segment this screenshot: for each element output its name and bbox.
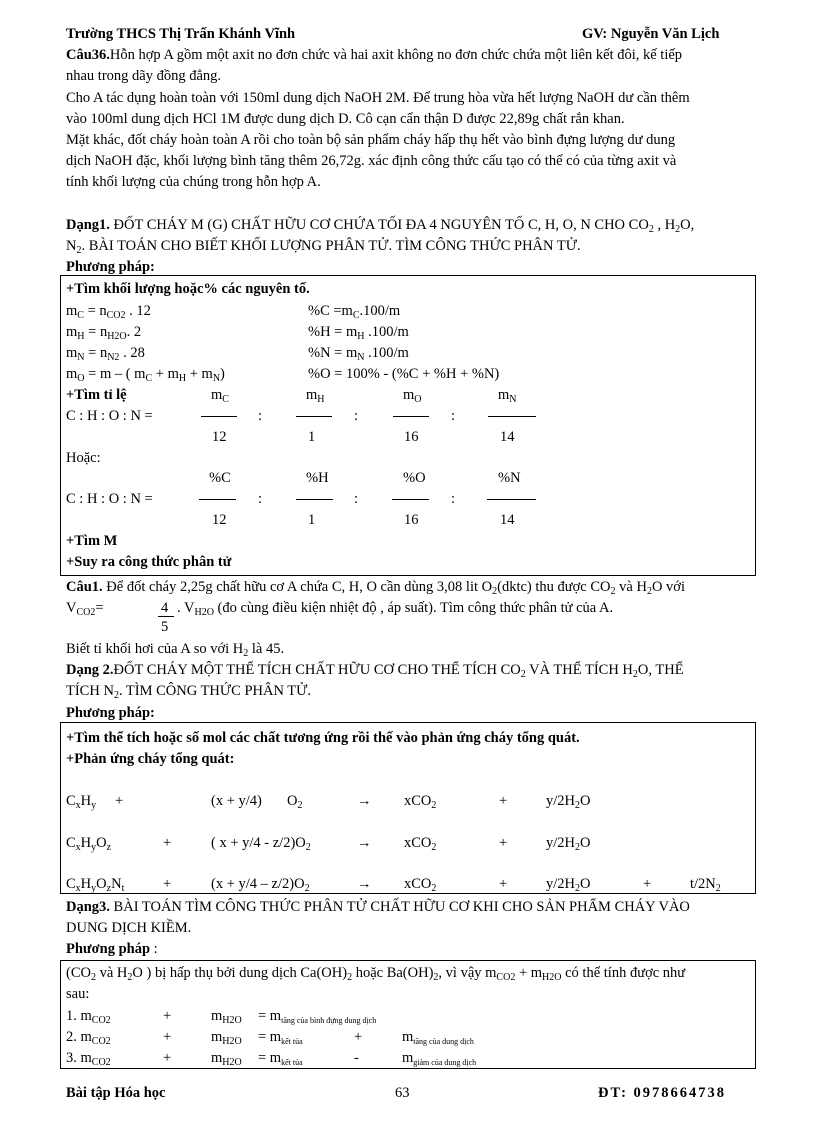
formula-pct-h: $\%H = m_H$ .100/m [308,324,409,342]
ratio2-num-o: %O [403,470,426,486]
ratio1-den-c: 12 [212,429,227,445]
reaction3-reactant: $C_xH_yO_zN_t$ [66,876,125,894]
ratio1-num-c: $m_C$ [211,387,229,405]
case3-mh2o: $m_{H2O}$ [211,1050,242,1068]
ratio2-num-c: %C [209,470,231,486]
ratio2-num-h: %H [306,470,329,486]
dang1-method: Phương pháp: [66,259,155,275]
ratio1-den-h: 1 [308,429,316,445]
dang2-heading-line1: Dạng 2.ĐỐT CHÁY MỘT THỂ TÍCH CHẤT HỮU CƠ CHO THỂ TÍCH $CO_2$ VÀ THỂ TÍCH $H_2O$, THỂ [66,662,684,680]
header-school: Trường THCS Thị Trấn Khánh Vĩnh [66,26,296,42]
ratio1-colon: : [354,408,359,424]
dang2-method: Phương pháp: [66,705,155,721]
formula-mc: $m_C = n_{CO2}$ . 12 [66,303,151,321]
ratio1-colon: : [451,408,456,424]
formula-pct-n: $\%N = m_N$ .100/m [308,345,409,363]
deduce-formula: +Suy ra công thức phân tử [66,554,232,570]
dang3-heading-line2: DUNG DỊCH KIỀM. [66,920,192,936]
reaction2-reactant: $C_xH_yO_z$ [66,835,112,853]
reaction1-h2o: $y/2H_2O$ [546,793,591,811]
ratio1-bar-c [201,416,237,417]
reaction1-reactant: $C_xH_y$ [66,793,97,811]
cau1-v-co2: $V_{CO2}=$ [66,600,104,618]
reaction2-arrow: → [357,835,372,851]
ratio1-label: C : H : O : N = [66,408,153,424]
ratio2-colon: : [258,491,263,507]
cau1-line1: Câu1. Để đốt cháy 2,25g chất hữu cơ A chứa C, H, O cần dùng 3,08 lit $O_2(dktc)$ thu được $CO_2$ và $H_2O$ với [66,579,685,597]
cau36-line7: tính khối lượng của chúng trong hỗn hợp A. [66,174,321,190]
formula-pct-o: %O = 100% - (%C + %H + %N) [308,366,500,382]
dang2-heading-line2: TÍCH $N_2$. TÌM CÔNG THỨC PHÂN TỬ. [66,683,312,701]
case1-plus: + [163,1008,172,1024]
reaction3-n2: $t/2N_2$ [690,876,721,894]
dang1-box-title: +Tìm khối lượng hoặc% các nguyên tố. [66,281,310,297]
dang2-box-line2: +Phản ứng cháy tổng quát: [66,751,235,767]
footer-page-number: 63 [395,1085,410,1101]
cau1-frac-num: 4 [161,600,169,616]
ratio2-den-c: 12 [212,512,227,528]
ratio2-label: C : H : O : N = [66,491,153,507]
cau36-line2: nhau trong dãy đồng đẳng. [66,68,222,84]
reaction2-h2o: $y/2H_2O$ [546,835,591,853]
dang3-heading-line1: Dạng3. BÀI TOÁN TÌM CÔNG THỨC PHÂN TỬ CHẤT HỮU CƠ KHI CHO SẢN PHẨM CHÁY VÀO [66,899,690,915]
or-label: Hoặc: [66,450,101,466]
reaction2-o2: ( $x + y/4 - z/2)O_2$ [211,835,311,853]
cau36-line5: Mặt khác, đốt cháy hoàn toàn A rồi cho toàn bộ sản phẩm cháy hấp thụ hết vào bình đựng lượng dư dung [66,132,676,148]
dang2-box-line1: +Tìm thể tích hoặc số mol các chất tương ứng rồi thế vào phản ứng cháy tổng quát. [66,730,580,746]
ratio2-colon: : [451,491,456,507]
case3-mco2: 3. $m_{CO2}$ [66,1050,111,1068]
ratio2-bar-n [487,499,536,500]
cau36-line6: dịch NaOH đặc, khối lượng bình tăng thêm 26,72g. xác định công thức cấu tạo có thể có của từng axit và [66,153,677,169]
reaction1-plus: + [115,793,124,809]
reaction1-coef: (x + y/4) [211,793,262,809]
ratio1-bar-n [488,416,536,417]
dang3-method: Phương pháp : [66,941,158,957]
dang3-box-line2: sau: [66,986,90,1002]
cau36-line4: vào 100ml dung dịch HCl 1M được dung dịch D. Cô cạn cẩn thận D được 22,89g chất rắn khan. [66,111,625,127]
formula-pct-c: $\%C =m_C.100/m$ [308,303,401,321]
reaction3-plus3: + [643,876,652,892]
case3-result: $m_{giảm của dung dịch}$ [402,1050,477,1067]
dang1-heading-line2: $N_2$. BÀI TOÁN CHO BIẾT KHỐI LƯỢNG PHÂN TỬ. TÌM CÔNG THỨC PHÂN TỬ. [66,238,581,256]
header-teacher: GV: Nguyễn Văn Lịch [582,26,720,42]
reaction1-plus2: + [499,793,508,809]
ratio2-bar-c [199,499,236,500]
case2-result: $m_{tăng của dung dịch}$ [402,1029,474,1046]
cau1-frac-bar [158,616,174,617]
case3-ket-tua: = $m_{kết tủa}$ [258,1050,303,1067]
case3-plus: + [163,1050,172,1066]
footer-phone: ĐT: 0978664738 [598,1085,727,1101]
case1-mco2: 1. $m_{CO2}$ [66,1008,111,1026]
ratio2-den-n: 14 [500,512,515,528]
reaction1-o2: $O_2$ [287,793,303,811]
reaction3-plus2: + [499,876,508,892]
ratio-title: +Tìm tỉ lệ [66,387,127,403]
reaction3-h2o: $y/2H_2O$ [546,876,591,894]
dang1-heading-line1: Dạng1. ĐỐT CHÁY M (G) CHẤT HỮU CƠ CHỨA TỐI ĐA 4 NGUYÊN TỐ C, H, O, N CHO $CO_2$ , $H_2O$, [66,217,695,235]
ratio1-den-o: 16 [404,429,419,445]
reaction3-co2: xCO$_2$ [404,876,437,894]
reaction3-arrow: → [357,876,372,892]
ratio1-num-n: $m_N$ [498,387,517,405]
case2-ket-tua: = $m_{kết tủa}$ [258,1029,303,1046]
ratio2-colon: : [354,491,359,507]
formula-mo: $m_O = m$ – ( $m_C + m_H + m_N$) [66,366,225,384]
reaction1-co2: xCO$_2$ [404,793,437,811]
formula-mh: $m_H = n_{H2O}$. 2 [66,324,142,342]
reaction1-arrow: → [357,793,372,809]
case1-mh2o: $m_{H2O}$ [211,1008,242,1026]
ratio1-bar-h [296,416,332,417]
cau1-frac-den: 5 [161,619,169,635]
reaction2-plus: + [163,835,172,851]
reaction2-co2: xCO$_2$ [404,835,437,853]
ratio2-bar-o [392,499,429,500]
footer-subject: Bài tập Hóa học [66,1085,166,1101]
case2-plus2: + [354,1029,363,1045]
cau36-line3: Cho A tác dụng hoàn toàn với 150ml dung dịch NaOH 2M. Để trung hòa vừa hết lượng NaOH dư cần thêm [66,90,690,106]
ratio1-den-n: 14 [500,429,515,445]
reaction3-o2: $(x + y/4 - z/2)O_2$ [211,876,310,894]
case2-mco2: 2. $m_{CO2}$ [66,1029,111,1047]
case1-result: = $m_{tăng của bình đựng dung dịch}$ [258,1008,377,1025]
dang1-method-box [60,275,756,576]
ratio1-num-h: $m_H$ [306,387,325,405]
ratio1-colon: : [258,408,263,424]
ratio2-bar-h [296,499,333,500]
case2-plus: + [163,1029,172,1045]
reaction2-plus2: + [499,835,508,851]
ratio2-num-n: %N [498,470,521,486]
dang3-box-line1: ($CO_2$ và $H_2O$ ) bị hấp thụ bởi dung dịch $Ca(OH)_2$ hoặc $Ba(OH)_2$, vì vậy $m_{CO2} + m_{H2O}$ có thể tính được như [66,965,686,983]
ratio1-bar-o [393,416,429,417]
cau1-line3: Biết tỉ khối hơi của A so với $H_2$ là 45. [66,641,285,659]
cau1-line2: . $V_{H2O}$ (đo cùng điều kiện nhiệt độ , áp suất). Tìm công thức phân tử của A. [177,600,614,618]
ratio2-den-o: 16 [404,512,419,528]
ratio1-num-o: $m_O$ [403,387,422,405]
formula-mn: $m_N = n_{N2}$ . 28 [66,345,145,363]
find-m: +Tìm M [66,533,118,549]
case3-minus: - [354,1050,359,1066]
reaction3-plus: + [163,876,172,892]
ratio2-den-h: 1 [308,512,316,528]
cau36-line1: Câu36.Hỗn hợp A gồm một axit no đơn chức và hai axit không no đơn chức chứa một liên kết đôi, kế tiếp [66,47,683,63]
case2-mh2o: $m_{H2O}$ [211,1029,242,1047]
